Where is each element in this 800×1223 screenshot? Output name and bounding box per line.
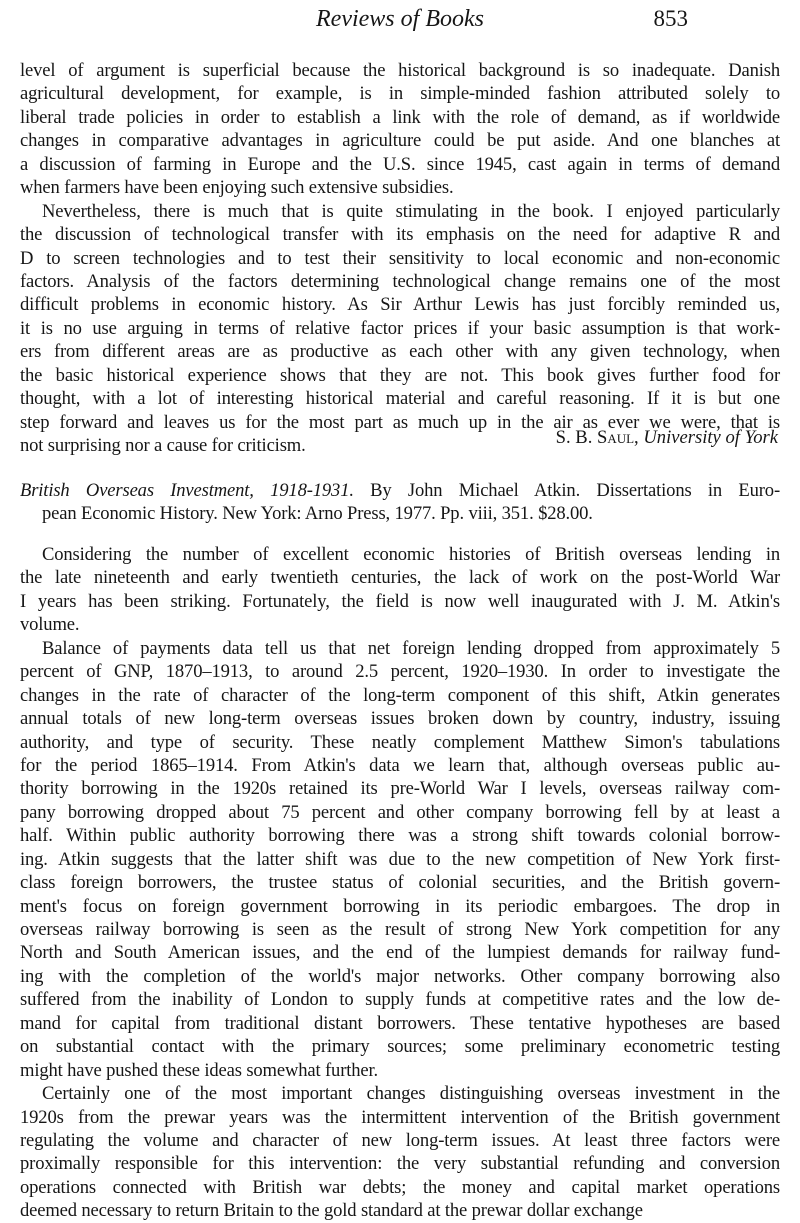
text-line: Balance of payments data tell us that net foreign lending dropped from approximately 5 (42, 637, 780, 659)
text-line: volume. (20, 614, 80, 636)
text-line: I years has been striking. Fortunately, the field is now well inaugurated with J. M. Atkin's (20, 590, 780, 612)
text-line: Certainly one of the most important changes distinguishing overseas investment in the (42, 1083, 780, 1105)
text-line: the basic historical experience shows that they are not. This book gives further food for (20, 364, 780, 386)
text-line: overseas railway borrowing is seen as the result of strong New York competition for any (20, 919, 780, 940)
text-line: D to screen technologies and to test their sensitivity to local economic and non-economic (20, 247, 780, 269)
text-line: changes in the rate of character of the long-term component of this shift, Atkin generates (20, 684, 780, 706)
text-line: ing. Atkin suggests that the latter shift was due to the new competition of New York first- (20, 848, 780, 870)
text-line: 1920s from the prewar years was the intermittent intervention of the British government (20, 1106, 780, 1128)
paragraph (20, 637, 780, 1082)
text-line: Nevertheless, there is much that is quite stimulating in the book. I enjoyed particularly (42, 200, 780, 222)
text-line: Considering the number of excellent economic histories of British overseas lending in (42, 544, 780, 565)
review-saul-body (20, 59, 780, 457)
reviewer-name: S. B. Saul, (555, 427, 639, 448)
text-line: annual totals of new long-term overseas issues broken down by country, industry, issuing (20, 708, 780, 730)
text-line: difficult problems in economic history. As Sir Arthur Lewis has just forcibly reminded us, (20, 294, 780, 316)
text-line: when farmers have been enjoying such extensive subsidies. (20, 177, 454, 199)
text-line: authority, and type of security. These neatly complement Matthew Simon's tabulations (20, 731, 780, 753)
review-atkin-body (20, 543, 780, 1223)
text-line: a discussion of farming in Europe and the U.S. since 1945, cast again in terms of demand (20, 153, 780, 175)
paragraph (20, 1082, 780, 1223)
reviewer-signature (556, 427, 778, 449)
text-line: pany borrowing dropped about 75 percent and other company borrowing fell by at least a (20, 801, 780, 823)
book-publication-info: pean Economic History. New York: Arno Press, 1977. Pp. viii, 351. $28.00. (42, 503, 593, 525)
text-line: percent of GNP, 1870–1913, to around 2.5 percent, 1920–1930. In order to investigate the (20, 661, 780, 683)
text-line: thority borrowing in the 1920s retained its pre-World War I levels, overseas railway com- (20, 778, 780, 800)
text-line: the discussion of technological transfer with its emphasis on the need for adaptive R and (20, 224, 780, 246)
text-line: changes in comparative advantages in agriculture could be put aside. And one blanches at (20, 130, 780, 152)
text-line: step forward and leaves us for the most part as much up in the air as ever we were, that is (20, 411, 780, 433)
text-line: proximally responsible for this intervention: the very substantial refunding and conversion (20, 1153, 780, 1175)
text-line: operations connected with British war debts; the money and capital market operations (20, 1176, 780, 1198)
text-line: mand for capital from traditional distant borrowers. These tentative hypotheses are based (20, 1012, 780, 1034)
text-line: agricultural development, for example, is in simple-minded fashion attributed solely to (20, 83, 780, 105)
text-line: might have pushed these ideas somewhat further. (20, 1059, 379, 1081)
page-number: 853 (653, 6, 688, 31)
text-line: ers from different areas are as productive as each other with any given technology, when (20, 341, 780, 363)
text-line: thought, with a lot of interesting historical material and careful reasoning. If it is but one (20, 388, 780, 410)
running-title: Reviews of Books (316, 6, 484, 32)
text-line: liberal trade policies in order to establish a link with the role of demand, as if worldwide (20, 106, 780, 128)
text-line: deemed necessary to return Britain to the gold standard at the prewar dollar exchange (20, 1200, 643, 1222)
paragraph (20, 543, 780, 637)
paragraph (20, 200, 780, 458)
text-line: North and South American issues, and the end of the lumpiest demands for railway fund- (20, 942, 780, 964)
text-line: on substantial contact with the primary sources; some preliminary econometric testing (20, 1036, 780, 1058)
text-line: it is no use arguing in terms of relative factor prices if your basic assumption is that work- (20, 317, 780, 339)
text-line: suffered from the inability of London to supply funds at competitive rates and the low de- (20, 989, 780, 1011)
text-line: level of argument is superficial because the historical background is so inadequate. Danish (20, 60, 780, 81)
book-title: British Overseas Investment, 1918-1931. (20, 480, 354, 501)
text-line: ing with the completion of the world's major networks. Other company borrowing also (20, 965, 780, 987)
text-line: the late nineteenth and early twentieth centuries, the lack of work on the post-World War (20, 567, 780, 589)
running-header (0, 6, 800, 36)
book-details: By John Michael Atkin. Dissertations in Euro- (353, 480, 780, 501)
paragraph (20, 59, 780, 200)
text-line: not surprising nor a cause for criticism. (20, 435, 306, 456)
book-heading (20, 479, 780, 526)
text-line: half. Within public authority borrowing there was a strong shift towards colonial borrow- (20, 825, 780, 847)
reviewer-institution: University of York (643, 427, 778, 448)
text-line: regulating the volume and character of new long-term issues. At least three factors were (20, 1129, 780, 1151)
text-line: factors. Analysis of the factors determining technological change remains one of the most (20, 270, 780, 292)
text-line: for the period 1865–1914. From Atkin's data we learn that, although overseas public au- (20, 754, 780, 776)
text-line: class foreign borrowers, the trustee status of colonial securities, and the British govern- (20, 872, 780, 894)
text-line: ment's focus on foreign government borrowing in its periodic embargoes. The drop in (20, 895, 780, 917)
